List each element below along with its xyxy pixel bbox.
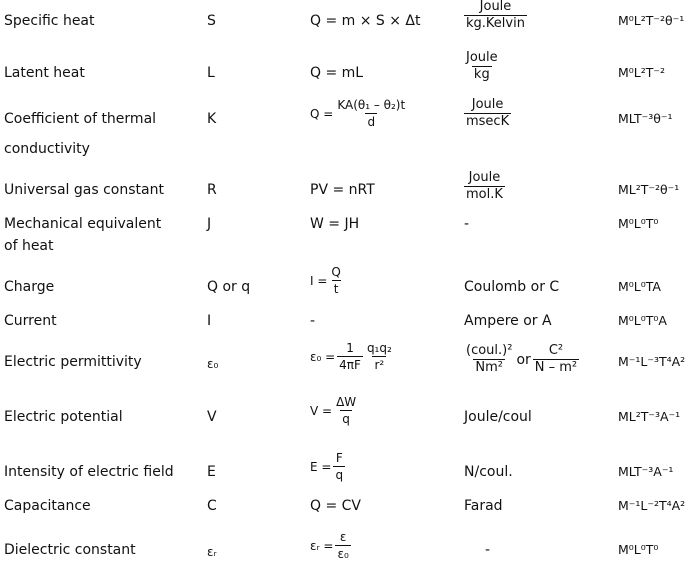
formula-lhs: V = bbox=[310, 403, 333, 418]
row-mechanical-equivalent-name: Mechanical equivalent bbox=[4, 216, 162, 232]
row-permittivity-unit bbox=[464, 342, 579, 375]
row-permittivity-name: Electric permittivity bbox=[4, 354, 142, 370]
row-thermal-conductivity-name-line2: conductivity bbox=[4, 141, 90, 157]
row-charge-dimension: M⁰L⁰TA bbox=[618, 279, 661, 294]
row-latent-heat-name: Latent heat bbox=[4, 65, 85, 81]
unit-denominator: msecK bbox=[466, 114, 510, 129]
row-charge-symbol: Q or q bbox=[207, 279, 251, 295]
formula-numerator: 1 bbox=[346, 341, 354, 355]
row-gas-constant-dimension: ML²T⁻²θ⁻¹ bbox=[618, 182, 680, 197]
formula-numerator: KA(θ₁ – θ₂)t bbox=[337, 98, 406, 112]
row-specific-heat-name: Specific heat bbox=[4, 13, 95, 29]
row-field-intensity-symbol: E bbox=[207, 464, 216, 480]
formula-lhs: E = bbox=[310, 459, 332, 474]
row-latent-heat-dimension: M⁰L²T⁻² bbox=[618, 65, 666, 80]
row-dielectric-symbol: εᵣ bbox=[207, 545, 217, 559]
row-capacitance-unit: Farad bbox=[464, 498, 503, 514]
row-current-dimension: M⁰L⁰T⁰A bbox=[618, 313, 667, 328]
unit-denominator-2: N – m² bbox=[534, 360, 578, 375]
row-thermal-conductivity-dimension: MLT⁻³θ⁻¹ bbox=[618, 111, 673, 126]
formula-numerator: ε bbox=[339, 530, 347, 544]
row-specific-heat-unit bbox=[464, 0, 527, 31]
unit-numerator: Joule bbox=[471, 97, 504, 112]
row-potential-dimension: ML²T⁻³A⁻¹ bbox=[618, 409, 681, 424]
row-mechanical-equivalent-formula: W = JH bbox=[310, 216, 360, 232]
unit-numerator: (coul.)² bbox=[466, 343, 513, 358]
formula-numerator: F bbox=[335, 451, 343, 465]
row-capacitance-formula: Q = CV bbox=[310, 498, 362, 514]
row-thermal-conductivity-symbol: K bbox=[207, 111, 217, 127]
formula-lhs: εᵣ = bbox=[310, 538, 334, 553]
formula-numerator: ΔW bbox=[336, 395, 357, 409]
unit-denominator: mol.K bbox=[466, 187, 503, 202]
formula-lhs: ε₀ = bbox=[310, 349, 336, 364]
formula-denominator: t bbox=[333, 282, 339, 296]
formula-numerator-2: q₁q₂ bbox=[366, 341, 392, 355]
unit-numerator: Joule bbox=[466, 50, 498, 65]
row-field-intensity-dimension: MLT⁻³A⁻¹ bbox=[618, 464, 674, 479]
row-field-intensity-name: Intensity of electric field bbox=[4, 464, 174, 480]
unit-denominator: kg bbox=[473, 67, 490, 82]
row-latent-heat-unit bbox=[464, 51, 500, 82]
row-gas-constant-name: Universal gas constant bbox=[4, 182, 164, 198]
row-charge-formula bbox=[310, 265, 343, 296]
unit-denominator: kg.Kelvin bbox=[466, 16, 525, 31]
row-dielectric-formula bbox=[310, 530, 351, 561]
row-thermal-conductivity-unit bbox=[464, 98, 511, 129]
formula-denominator-2: r² bbox=[374, 358, 385, 372]
formula-denominator: ε₀ bbox=[337, 547, 349, 561]
row-specific-heat-formula: Q = m × S × Δt bbox=[310, 13, 421, 29]
unit-numerator-2: C² bbox=[548, 343, 564, 358]
row-capacitance-name: Capacitance bbox=[4, 498, 91, 514]
row-gas-constant-unit bbox=[464, 171, 505, 202]
row-thermal-conductivity-formula bbox=[310, 98, 407, 129]
row-dielectric-dimension: M⁰L⁰T⁰ bbox=[618, 542, 659, 557]
row-current-formula: - bbox=[310, 313, 316, 329]
row-capacitance-dimension: M⁻¹L⁻²T⁴A² bbox=[618, 498, 686, 513]
formula-denominator: 4πF bbox=[339, 358, 361, 372]
row-current-name: Current bbox=[4, 313, 57, 329]
row-permittivity-symbol: ε₀ bbox=[207, 357, 219, 371]
row-dielectric-unit: - bbox=[485, 542, 491, 558]
row-mechanical-equivalent-symbol: J bbox=[207, 216, 212, 232]
formula-lhs: I = bbox=[310, 273, 328, 288]
row-permittivity-formula bbox=[310, 341, 394, 372]
row-field-intensity-formula bbox=[310, 451, 345, 482]
row-field-intensity-unit: N/coul. bbox=[464, 464, 513, 480]
row-latent-heat-symbol: L bbox=[207, 65, 215, 81]
formula-denominator: d bbox=[367, 115, 376, 129]
unit-numerator: Joule bbox=[468, 170, 501, 185]
row-potential-unit: Joule/coul bbox=[464, 409, 532, 425]
row-latent-heat-formula: Q = mL bbox=[310, 65, 364, 81]
row-gas-constant-symbol: R bbox=[207, 182, 217, 198]
row-specific-heat-dimension: M⁰L²T⁻²θ⁻¹ bbox=[618, 13, 685, 28]
formula-lhs: Q = bbox=[310, 106, 334, 121]
row-charge-unit: Coulomb or C bbox=[464, 279, 560, 295]
formula-denominator: q bbox=[342, 412, 350, 426]
unit-denominator: Nm² bbox=[475, 360, 504, 375]
row-dielectric-name: Dielectric constant bbox=[4, 542, 136, 558]
row-thermal-conductivity-name: Coefficient of thermal bbox=[4, 111, 157, 127]
row-current-unit: Ampere or A bbox=[464, 313, 552, 329]
row-gas-constant-formula: PV = nRT bbox=[310, 182, 375, 198]
formula-numerator: Q bbox=[331, 265, 341, 279]
row-mechanical-equivalent-dimension: M⁰L⁰T⁰ bbox=[618, 216, 659, 231]
row-specific-heat-symbol: S bbox=[207, 13, 216, 29]
unit-or: or bbox=[516, 351, 531, 368]
row-mechanical-equivalent-unit: - bbox=[464, 216, 470, 232]
row-potential-formula bbox=[310, 395, 358, 426]
row-potential-symbol: V bbox=[207, 409, 217, 425]
formula-denominator: q bbox=[335, 468, 344, 482]
unit-numerator: Joule bbox=[479, 0, 512, 14]
row-charge-name: Charge bbox=[4, 279, 55, 295]
row-potential-name: Electric potential bbox=[4, 409, 123, 425]
row-capacitance-symbol: C bbox=[207, 498, 217, 514]
row-mechanical-equivalent-name-line2: of heat bbox=[4, 238, 54, 254]
row-permittivity-dimension: M⁻¹L⁻³T⁴A² bbox=[618, 354, 686, 369]
row-current-symbol: I bbox=[207, 313, 212, 329]
